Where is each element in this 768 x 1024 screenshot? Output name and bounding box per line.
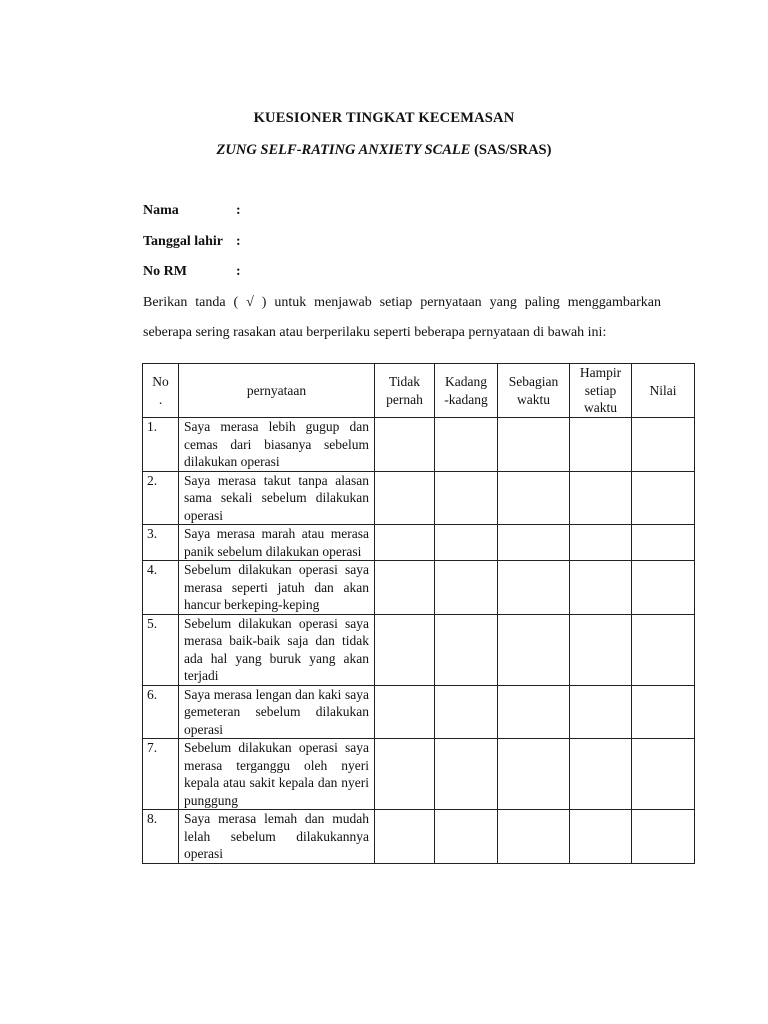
row-number: 8.: [143, 810, 179, 864]
table-header-row: [143, 364, 695, 418]
answer-cell-kadang-kadang[interactable]: [435, 685, 498, 739]
field-no-rm: [143, 264, 241, 280]
table-row: [143, 739, 695, 810]
answer-cell-nilai[interactable]: [632, 614, 695, 685]
instruction-line-1: Berikan tanda ( √ ) untuk menjawab setiap pernyataan yang paling menggambarkan: [143, 295, 661, 310]
answer-cell-nilai[interactable]: [632, 561, 695, 615]
row-number: 6.: [143, 685, 179, 739]
answer-cell-sebagian-waktu[interactable]: [498, 739, 570, 810]
table-row: [143, 810, 695, 864]
answer-cell-kadang-kadang[interactable]: [435, 418, 498, 472]
answer-cell-hampir-setiap-waktu[interactable]: [570, 739, 632, 810]
answer-cell-tidak-pernah[interactable]: [375, 561, 435, 615]
row-statement: Saya merasa lengan dan kaki saya gemeteran sebelum dilakukan operasi: [179, 685, 375, 739]
answer-cell-hampir-setiap-waktu[interactable]: [570, 418, 632, 472]
answer-cell-kadang-kadang[interactable]: [435, 739, 498, 810]
document-title: KUESIONER TINGKAT KECEMASAN: [253, 110, 515, 126]
header-tidak-pernah: Tidak pernah: [375, 364, 435, 418]
answer-cell-hampir-setiap-waktu[interactable]: [570, 810, 632, 864]
row-statement: Saya merasa lebih gugup dan cemas dari biasanya sebelum dilakukan operasi: [179, 418, 375, 472]
answer-cell-tidak-pernah[interactable]: [375, 471, 435, 525]
answer-cell-sebagian-waktu[interactable]: [498, 418, 570, 472]
answer-cell-nilai[interactable]: [632, 418, 695, 472]
questionnaire-table: [142, 363, 695, 864]
answer-cell-hampir-setiap-waktu[interactable]: [570, 561, 632, 615]
field-colon: :: [236, 264, 241, 279]
field-label: No RM: [143, 264, 187, 279]
answer-cell-nilai[interactable]: [632, 739, 695, 810]
answer-cell-kadang-kadang[interactable]: [435, 810, 498, 864]
answer-cell-sebagian-waktu[interactable]: [498, 471, 570, 525]
row-number: 5.: [143, 614, 179, 685]
answer-cell-nilai[interactable]: [632, 471, 695, 525]
table-row: [143, 418, 695, 472]
header-sebagian-waktu: Sebagian waktu: [498, 364, 570, 418]
document-subtitle: [0, 142, 768, 159]
header-statement: pernyataan: [179, 364, 375, 418]
row-number: 2.: [143, 471, 179, 525]
answer-cell-tidak-pernah[interactable]: [375, 418, 435, 472]
header-nilai: Nilai: [632, 364, 695, 418]
instruction-line-2: seberapa sering rasakan atau berperilaku seperti beberapa pernyataan di bawah ini:: [143, 325, 607, 340]
field-colon: :: [236, 234, 241, 249]
answer-cell-nilai[interactable]: [632, 685, 695, 739]
answer-cell-sebagian-waktu[interactable]: [498, 810, 570, 864]
answer-cell-hampir-setiap-waktu[interactable]: [570, 471, 632, 525]
row-statement: Saya merasa takut tanpa alasan sama sekali sebelum dilakukan operasi: [179, 471, 375, 525]
subtitle-scale-name: ZUNG SELF-RATING ANXIETY SCALE: [216, 142, 471, 158]
answer-cell-kadang-kadang[interactable]: [435, 525, 498, 561]
answer-cell-sebagian-waktu[interactable]: [498, 614, 570, 685]
row-statement: Sebelum dilakukan operasi saya merasa baik-baik saja dan tidak ada hal yang buruk yang akan terjadi: [179, 614, 375, 685]
table-row: [143, 525, 695, 561]
answer-cell-kadang-kadang[interactable]: [435, 471, 498, 525]
field-label: Nama: [143, 203, 179, 218]
answer-cell-tidak-pernah[interactable]: [375, 525, 435, 561]
row-number: 3.: [143, 525, 179, 561]
row-number: 1.: [143, 418, 179, 472]
answer-cell-nilai[interactable]: [632, 810, 695, 864]
answer-cell-tidak-pernah[interactable]: [375, 685, 435, 739]
answer-cell-hampir-setiap-waktu[interactable]: [570, 525, 632, 561]
row-statement: Saya merasa lemah dan mudah lelah sebelum dilakukannya operasi: [179, 810, 375, 864]
row-statement: Sebelum dilakukan operasi saya merasa terganggu oleh nyeri kepala atau sakit kepala dan nyeri punggung: [179, 739, 375, 810]
field-colon: :: [236, 203, 241, 218]
field-nama: [143, 203, 241, 219]
answer-cell-kadang-kadang[interactable]: [435, 561, 498, 615]
header-hampir-setiap-waktu: Hampir setiap waktu: [570, 364, 632, 418]
table-row: [143, 471, 695, 525]
field-label: Tanggal lahir: [143, 234, 224, 249]
row-number: 7.: [143, 739, 179, 810]
field-tanggal-lahir: [143, 234, 241, 250]
table-row: [143, 685, 695, 739]
header-no: No .: [143, 364, 179, 418]
header-kadang-kadang: Kadang -kadang: [435, 364, 498, 418]
answer-cell-hampir-setiap-waktu[interactable]: [570, 614, 632, 685]
row-statement: Sebelum dilakukan operasi saya merasa seperti jatuh dan akan hancur berkeping-keping: [179, 561, 375, 615]
answer-cell-hampir-setiap-waktu[interactable]: [570, 685, 632, 739]
answer-cell-kadang-kadang[interactable]: [435, 614, 498, 685]
answer-cell-tidak-pernah[interactable]: [375, 739, 435, 810]
answer-cell-nilai[interactable]: [632, 525, 695, 561]
table-row: [143, 561, 695, 615]
row-number: 4.: [143, 561, 179, 615]
table-row: [143, 614, 695, 685]
answer-cell-sebagian-waktu[interactable]: [498, 525, 570, 561]
row-statement: Saya merasa marah atau merasa panik sebelum dilakukan operasi: [179, 525, 375, 561]
subtitle-abbrev: (SAS/SRAS): [470, 142, 552, 158]
answer-cell-tidak-pernah[interactable]: [375, 810, 435, 864]
answer-cell-sebagian-waktu[interactable]: [498, 685, 570, 739]
answer-cell-tidak-pernah[interactable]: [375, 614, 435, 685]
answer-cell-sebagian-waktu[interactable]: [498, 561, 570, 615]
